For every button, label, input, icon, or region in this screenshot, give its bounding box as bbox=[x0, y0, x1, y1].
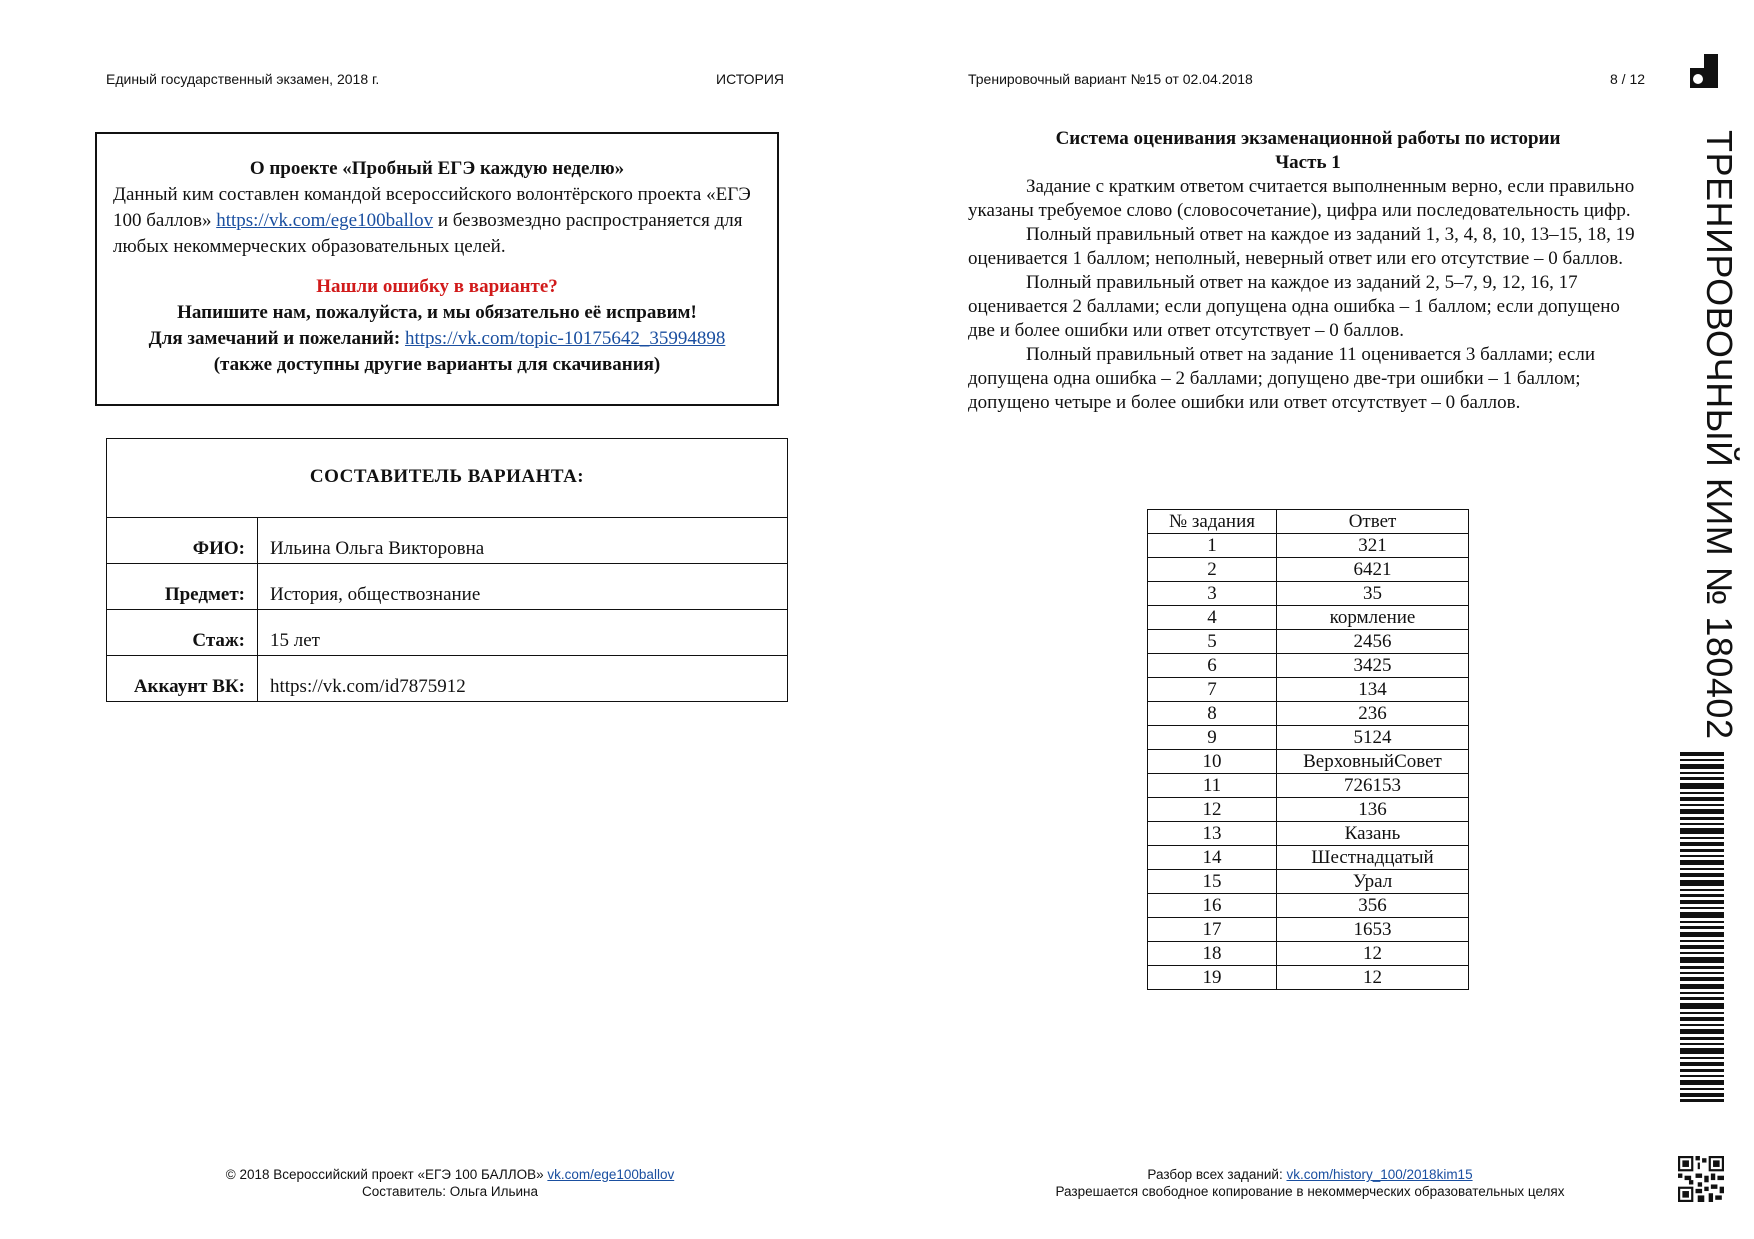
author-value: Ильина Ольга Викторовна bbox=[258, 518, 788, 564]
task-answer: Урал bbox=[1277, 870, 1469, 894]
author-label: Предмет: bbox=[107, 564, 258, 610]
task-answer: ВерховныйСовет bbox=[1277, 750, 1469, 774]
task-number: 2 bbox=[1148, 558, 1277, 582]
other-variants-note: (также доступны другие варианты для скачивания) bbox=[213, 354, 661, 375]
table-row bbox=[1148, 606, 1469, 630]
author-label: Аккаунт ВК: bbox=[107, 656, 258, 702]
task-answer: 1653 bbox=[1277, 918, 1469, 942]
scoring-paragraph: Полный правильный ответ на задание 11 оценивается 3 баллами; если допущена одна ошибка – 2 баллами; допущено две-три ошибки – 1 баллом; допущено четыре и более ошибки или ответ отсутствует – 0 баллов. bbox=[968, 344, 1595, 413]
task-answer: 726153 bbox=[1277, 774, 1469, 798]
table-row bbox=[1148, 726, 1469, 750]
author-label: Стаж: bbox=[107, 610, 258, 656]
table-row bbox=[1148, 942, 1469, 966]
table-row bbox=[1148, 846, 1469, 870]
about-body bbox=[97, 182, 777, 260]
task-answer: 35 bbox=[1277, 582, 1469, 606]
scoring-paragraph: Задание с кратким ответом считается выполненным верно, если правильно указаны требуемое слово (словосочетание), цифра или последовательность цифр. bbox=[968, 176, 1635, 221]
task-answer: 12 bbox=[1277, 966, 1469, 990]
table-row bbox=[1148, 966, 1469, 990]
table-row bbox=[1148, 774, 1469, 798]
project-link[interactable]: https://vk.com/ege100ballov bbox=[216, 210, 434, 231]
task-number: 14 bbox=[1148, 846, 1277, 870]
analysis-link[interactable]: vk.com/history_100/2018kim15 bbox=[1286, 1167, 1473, 1182]
task-answer: 3425 bbox=[1277, 654, 1469, 678]
task-number: 6 bbox=[1148, 654, 1277, 678]
author-value: История, обществознание bbox=[258, 564, 788, 610]
table-row bbox=[1148, 582, 1469, 606]
footer-right bbox=[960, 1166, 1660, 1200]
author-value: 15 лет bbox=[258, 610, 788, 656]
scoring-part: Часть 1 bbox=[1275, 152, 1341, 173]
table-row bbox=[1148, 630, 1469, 654]
author-table bbox=[106, 438, 788, 702]
table-row bbox=[107, 610, 788, 656]
task-number: 7 bbox=[1148, 678, 1277, 702]
logo-icon bbox=[1690, 54, 1718, 88]
author-label: ФИО: bbox=[107, 518, 258, 564]
task-answer: 2456 bbox=[1277, 630, 1469, 654]
header-exam-title: Единый государственный экзамен, 2018 г. bbox=[106, 71, 380, 87]
table-row bbox=[1148, 750, 1469, 774]
task-answer: 5124 bbox=[1277, 726, 1469, 750]
task-number: 13 bbox=[1148, 822, 1277, 846]
task-answer: 134 bbox=[1277, 678, 1469, 702]
task-answer: 321 bbox=[1277, 534, 1469, 558]
header-subject: ИСТОРИЯ bbox=[716, 71, 785, 87]
table-row bbox=[1148, 534, 1469, 558]
task-number: 1 bbox=[1148, 534, 1277, 558]
task-answer: 356 bbox=[1277, 894, 1469, 918]
feedback-label: Для замечаний и пожеланий: bbox=[148, 328, 401, 349]
task-answer: кормление bbox=[1277, 606, 1469, 630]
table-row bbox=[107, 656, 788, 702]
table-row bbox=[1148, 798, 1469, 822]
task-number: 9 bbox=[1148, 726, 1277, 750]
table-row bbox=[1148, 678, 1469, 702]
task-number: 3 bbox=[1148, 582, 1277, 606]
feedback-link[interactable]: https://vk.com/topic-10175642_35994898 bbox=[404, 328, 726, 349]
table-row bbox=[1148, 558, 1469, 582]
about-text-1: Данный ким составлен командой всероссийского волонтёрского проекта «ЕГЭ 100 баллов» bbox=[113, 184, 751, 231]
task-number: 17 bbox=[1148, 918, 1277, 942]
task-answer: 6421 bbox=[1277, 558, 1469, 582]
task-answer: 136 bbox=[1277, 798, 1469, 822]
scoring-section bbox=[968, 127, 1648, 415]
about-title: О проекте «Пробный ЕГЭ каждую неделю» bbox=[249, 158, 625, 179]
col-answer-header: Ответ bbox=[1277, 510, 1469, 534]
answers-table bbox=[1147, 509, 1469, 990]
task-number: 4 bbox=[1148, 606, 1277, 630]
scoring-paragraph: Полный правильный ответ на каждое из заданий 2, 5–7, 9, 12, 16, 17 оценивается 2 баллами; если допущена одна ошибка – 1 баллом; если допущено две и более ошибки или ответ отсутствует – 0 баллов. bbox=[968, 272, 1620, 341]
table-row bbox=[1148, 702, 1469, 726]
task-answer: Казань bbox=[1277, 822, 1469, 846]
task-number: 15 bbox=[1148, 870, 1277, 894]
header-variant: Тренировочный вариант №15 от 02.04.2018 bbox=[968, 71, 1253, 87]
col-task-header: № задания bbox=[1148, 510, 1277, 534]
about-text-2: и безвозмездно распространяется для любых некоммерческих образовательных целей. bbox=[113, 210, 743, 257]
scoring-paragraph: Полный правильный ответ на каждое из заданий 1, 3, 4, 8, 10, 13–15, 18, 19 оценивается 1 баллом; неполный, неверный ответ или его отсутствие – 0 баллов. bbox=[968, 224, 1635, 269]
table-row bbox=[1148, 654, 1469, 678]
task-number: 18 bbox=[1148, 942, 1277, 966]
author-vk-value: https://vk.com/id7875912 bbox=[258, 656, 788, 702]
footer-project-link[interactable]: vk.com/ege100ballov bbox=[547, 1167, 675, 1182]
table-row bbox=[1148, 870, 1469, 894]
vertical-kim-title: ТРЕНИРОВОЧНЫЙ КИМ № 180402 bbox=[1699, 130, 1740, 740]
qr-code-icon bbox=[1678, 1156, 1724, 1202]
task-number: 11 bbox=[1148, 774, 1277, 798]
task-number: 19 bbox=[1148, 966, 1277, 990]
task-number: 10 bbox=[1148, 750, 1277, 774]
error-text: Напишите нам, пожалуйста, и мы обязательно её исправим! bbox=[177, 302, 697, 323]
barcode-icon bbox=[1680, 752, 1724, 1102]
table-row bbox=[1148, 918, 1469, 942]
task-answer: Шестнадцатый bbox=[1277, 846, 1469, 870]
table-row bbox=[107, 564, 788, 610]
footer-compiler: Составитель: Ольга Ильина bbox=[361, 1184, 539, 1199]
author-heading: СОСТАВИТЕЛЬ ВАРИАНТА: bbox=[107, 439, 788, 518]
about-project-box bbox=[95, 132, 779, 406]
header-page-number: 8 / 12 bbox=[1610, 71, 1646, 87]
table-row bbox=[1148, 894, 1469, 918]
feedback-line bbox=[97, 326, 777, 352]
footer-left bbox=[140, 1166, 760, 1200]
error-title: Нашли ошибку в варианте? bbox=[316, 276, 558, 297]
task-answer: 236 bbox=[1277, 702, 1469, 726]
table-row bbox=[1148, 822, 1469, 846]
table-row bbox=[107, 518, 788, 564]
analysis-label: Разбор всех заданий: bbox=[1147, 1167, 1283, 1182]
task-number: 8 bbox=[1148, 702, 1277, 726]
task-number: 16 bbox=[1148, 894, 1277, 918]
footer-copyright: © 2018 Всероссийский проект «ЕГЭ 100 БАЛЛОВ» bbox=[225, 1167, 544, 1182]
scoring-title: Система оценивания экзаменационной работы по истории bbox=[1055, 128, 1561, 149]
task-number: 5 bbox=[1148, 630, 1277, 654]
task-number: 12 bbox=[1148, 798, 1277, 822]
answers-header-row bbox=[1148, 510, 1469, 534]
license-text: Разрешается свободное копирование в некоммерческих образовательных целях bbox=[1055, 1184, 1565, 1199]
task-answer: 12 bbox=[1277, 942, 1469, 966]
